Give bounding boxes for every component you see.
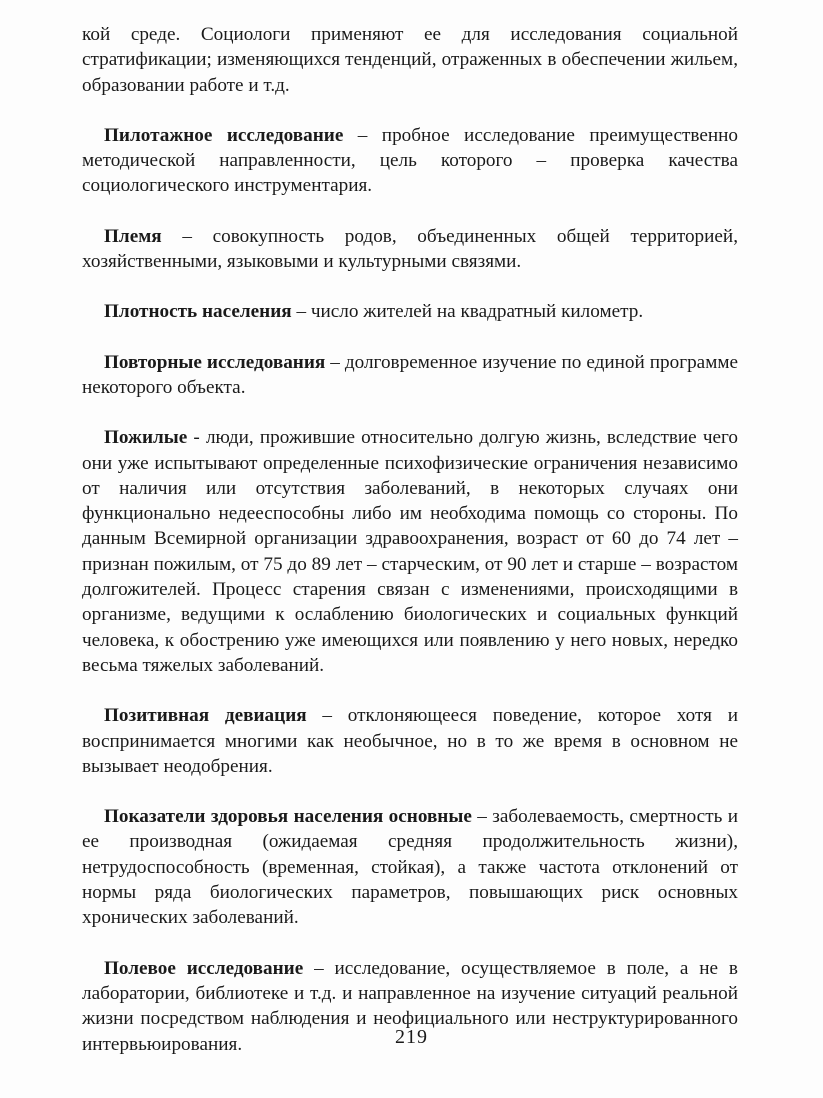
entry-term: Племя <box>104 225 162 247</box>
continuation-paragraph: кой среде. Социологи применяют ее для исследования социальной стратификации; изменяющихся тенденций, отраженных в обеспечении жильем, образовании работе и т.д. <box>82 24 738 96</box>
entry-definition: – совокупность родов, объединенных общей территорией, хозяйственными, языковыми и культурными связями. <box>82 225 738 273</box>
entry-definition: – пробное исследование преимущественно методической направленности, цель которого – проверка качества социологического инструментария. <box>82 124 738 197</box>
entry-elderly <box>82 425 738 678</box>
entry-term: Пилотажное исследование <box>104 124 344 146</box>
entry-pilot-study <box>82 123 738 199</box>
entry-definition: – заболеваемость, смертность и ее производная (ожидаемая средняя продолжительность жизни), нетрудоспособность (временная, стойкая), а также частота отклонений от нормы ряда биологических параметров, повышающих риск основных хронических заболеваний. <box>82 806 738 929</box>
entry-definition: – исследование, осуществляемое в поле, а не в лаборатории, библиотеке и т.д. и направленное на изучение ситуаций реальной жизни посредством наблюдения и неофициального или неструктурированного интервьюирования. <box>82 957 738 1055</box>
entry-term: Повторные исследования <box>104 351 326 373</box>
entry-definition: – долговременное изучение по единой программе некоторого объекта. <box>82 351 738 398</box>
entry-repeated-studies <box>82 350 738 401</box>
entry-health-indicators <box>82 804 738 930</box>
entry-definition: – число жителей на квадратный километр. <box>291 301 644 323</box>
entry-term: Плотность населения <box>104 301 292 323</box>
entry-term: Показатели здоровья населения основные <box>104 806 472 828</box>
entry-positive-deviation <box>82 703 738 779</box>
entry-term: Позитивная девиация <box>104 705 307 727</box>
entry-tribe <box>82 224 738 275</box>
entry-population-density <box>82 299 738 324</box>
page-number: 219 <box>395 1026 428 1048</box>
entry-definition: – отклоняющееся поведение, которое хотя и воспринимается многими как необычное, но в то же время в основном не вызывает неодобрения. <box>82 705 738 777</box>
entry-definition: - люди, прожившие относительно долгую жизнь, вследствие чего они уже испытывают определенные психофизические ограничения независимо от наличия или отсутствия заболеваний, в некоторых случаях они функционально недееспособны либо им необходима помощь со стороны. По данным Всемирной организации здравоохранения, возраст от 60 до 74 лет – признан пожилым, от 75 до 89 лет – старческим, от 90 лет и старше – возрастом долгожителей. Процесс старения связан с изменениями, происходящими в организме, ведущими к ослаблению биологических и социальных функций человека, к обострению уже имеющихся или появлению у него новых, нередко весьма тяжелых заболеваний. <box>82 427 738 676</box>
entry-term: Пожилые <box>104 427 188 449</box>
entry-term: Полевое исследование <box>104 957 304 979</box>
body-text <box>82 22 738 1057</box>
